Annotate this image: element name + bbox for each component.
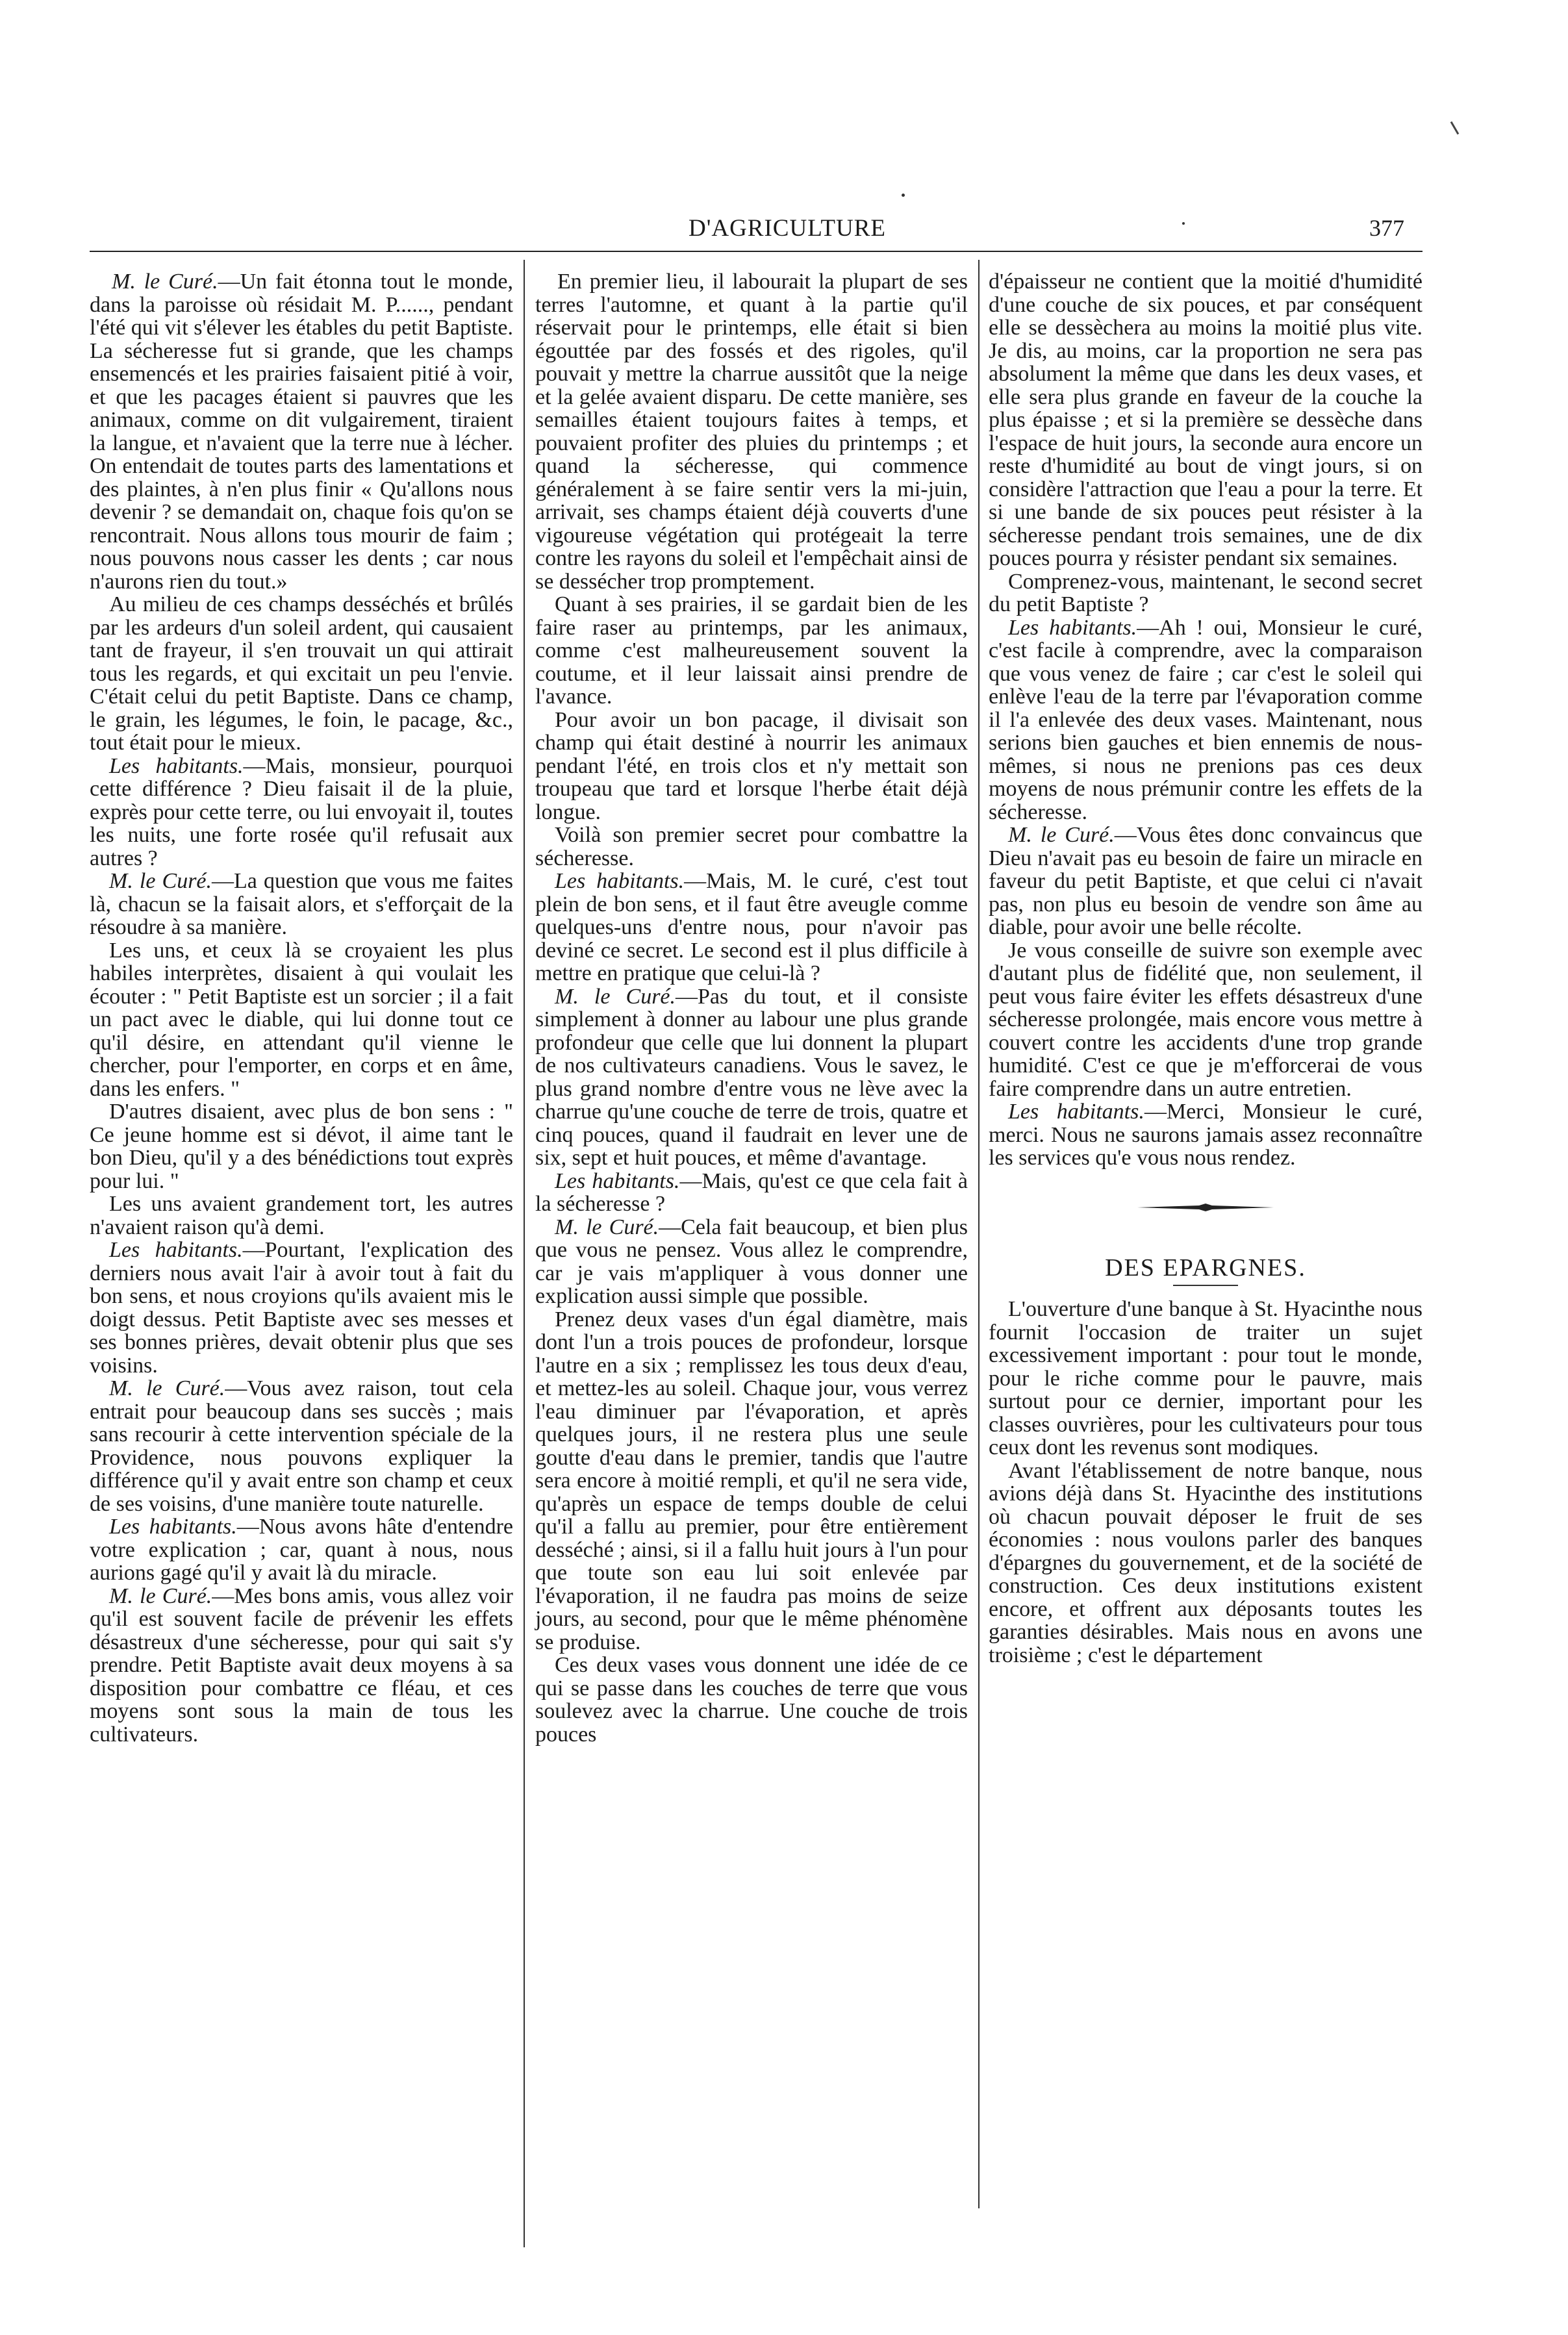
- section-ornament: [1137, 1204, 1274, 1211]
- paragraph: [989, 570, 1423, 616]
- speaker-label: M. le Curé.: [109, 869, 212, 893]
- paragraph: [90, 755, 513, 870]
- speaker-label: M. le Curé.: [109, 1376, 225, 1400]
- speaker-label: M. le Curé.: [555, 984, 676, 1009]
- paragraph-text: —La question que vous me faites là, chacun se la faisait alors, et s'efforçait de la résoudre à sa manière.: [90, 869, 514, 939]
- paragraph-text: Les uns, et ceux là se croyaient les plus habiles interprètes, disaient à qui voulait les écouter : " Petit Baptiste est un sorcier ; il a fait un pact avec le diable, qui lui donne tout ce qu'il désire, en attendant qu'il vienne le chercher, pour l'emporter, en corps et en âme, dans les enfers. ": [90, 938, 513, 1101]
- speaker-label: Les habitants.: [109, 753, 244, 778]
- paragraph-text: —Mes bons amis, vous allez voir qu'il est souvent facile de prévenir les effets désastreux d'une sécheresse, pour qui sait s'y prendre. Petit Baptiste avait deux moyens à sa disposition pour combattre ce fléau, et ces moyens sont sous la main de tous les cultivateurs.: [90, 1584, 513, 1747]
- column-1: [90, 270, 513, 1746]
- paragraph: [90, 1585, 513, 1747]
- print-mark: [1450, 121, 1460, 135]
- paragraph-text: Pour avoir un bon pacage, il divisait son champ qui était destiné à nourrir les animaux pendant l'été, en trois clos et n'y mettait son troupeau que tard et lorsque l'herbe était déjà longue.: [535, 707, 968, 824]
- paragraph: [989, 824, 1423, 939]
- paragraph-text: Comprenez-vous, maintenant, le second secret du petit Baptiste ?: [989, 569, 1423, 616]
- paragraph: [535, 1308, 968, 1654]
- paragraph-text: d'épaisseur ne contient que la moitié d'humidité d'une couche de six pouces, et par conséquent elle se dessèchera au moins la moitié plus vite. Je dis, au moins, car la proportion ne sera pas absolument la même que dans les deux vases, et elle sera plus grande en faveur de la couche la plus épaisse ; et si la première se dessèche dans l'espace de huit jours, la seconde aura encore un reste d'humidité au bout de vingt jours, si on considère l'attraction que l'eau a pour la terre. Et si une bande de six pouces peut résister à la sécheresse pendant trois semaines, une de dix pouces pourra y résister pendant six semaines.: [989, 270, 1423, 570]
- paragraph-text: —Mais, qu'est ce que cela fait à la sécheresse ?: [535, 1168, 968, 1216]
- speaker-label: Les habitants.: [555, 869, 685, 893]
- speaker-label: Les habitants.: [1008, 615, 1137, 640]
- column-divider: [524, 260, 525, 2247]
- paragraph-text: Au milieu de ces champs desséchés et brûlés par les ardeurs d'un soleil ardent, qui causaient tant de frayeur, il s'en trouvait un qui attirait tous les regards, et qui excitait un peu l'envie. C'était celui du petit Baptiste. Dans ce champ, le grain, les légumes, le foin, le pacage, &c., tout était pour le mieux.: [90, 592, 513, 755]
- paragraph-text: D'autres disaient, avec plus de bon sens : " Ce jeune homme est si dévot, il aime tant le bon Dieu, qu'il y a des bénédictions tout exprès pour lui. ": [90, 1100, 513, 1193]
- paragraph-text: Voilà son premier secret pour combattre la sécheresse.: [535, 823, 968, 870]
- column-3: [989, 270, 1423, 1667]
- paragraph-text: —Vous avez raison, tout cela entrait pour beaucoup dans ses succès ; mais sans recourir à cette intervention spéciale de la Providence, nous pouvons expliquer la différence qu'il y avait entre son champ et ceux de ses voisins, d'une manière toute naturelle.: [90, 1376, 513, 1516]
- section-title: DES EPARGNES.: [1105, 1254, 1306, 1281]
- paragraph: [90, 1239, 513, 1377]
- paragraph-text: Prenez deux vases d'un égal diamètre, mais dont l'un a trois pouces de profondeur, lorsque l'autre en a six ; remplissez les tous deux d'eau, et mettez-les au soleil. Chaque jour, vous verrez l'eau diminuer par l'évaporation, et après quelques jours, il ne restera plus une seule goutte d'eau dans le premier, tandis que l'autre sera encore à moitié rempli, et qu'il ne sera vide, qu'après un espace de temps double de celui qu'il a fallu au premier, pour être entièrement desséché ; ainsi, si il a fallu huit jours à l'un pour que toute son eau lui soit enlevée par l'évaporation, il ne faudra pas moins de seize jours, au second, pour que le même phénomène se produise.: [535, 1307, 968, 1654]
- paragraph-text: —Vous êtes donc convaincus que Dieu n'avait pas eu besoin de faire un miracle en faveur du petit Baptiste, et que celui ci n'avait pas, non plus eu besoin de vendre son âme au diable, pour avoir une belle récolte.: [989, 823, 1423, 939]
- paragraph: [90, 1193, 513, 1239]
- paragraph: [535, 824, 968, 870]
- paragraph-text: —Pourtant, l'explication des derniers nous avait l'air à avoir tout à fait du bon sens, et nous croyions qu'ils avaient mis le doigt dessus. Petit Baptiste avec ses messes et ses bonnes prières, devait obtenir plus que ses voisins.: [90, 1238, 513, 1378]
- paragraph-text: —Mais, M. le curé, c'est tout plein de bon sens, et il faut être aveugle comme quelques-uns d'entre nous, pour n'avoir pas deviné ce secret. Le second est il plus difficile à mettre en pratique que celui-là ?: [535, 869, 968, 985]
- print-dot: [902, 194, 905, 197]
- paragraph: [90, 1100, 513, 1193]
- paragraph-text: Quant à ses prairies, il se gardait bien de les faire raser au printemps, par les animaux, comme c'est malheureusement souvent la coutume, et il leur laissait ainsi prendre de l'avance.: [535, 592, 968, 709]
- print-dot: [1182, 222, 1185, 225]
- paragraph-text: Ces deux vases vous donnent une idée de ce qui se passe dans les couches de terre que vous soulevez avec la charrue. Une couche de trois pouces: [535, 1653, 968, 1747]
- paragraph: [535, 593, 968, 709]
- section-paragraph: Avant l'établissement de notre banque, nous avions déjà dans St. Hyacinthe des institutions où chacun pouvait déposer le fruit de ses économies : nous voulons parler des banques d'épargnes du gouvernement, et de la société de construction. Ces deux institutions existent encore, et offrent aux déposants toutes les garanties désirables. Mais nous en avons une troisième ; c'est le département: [989, 1458, 1423, 1667]
- paragraph: [535, 1170, 968, 1216]
- section-rule: [1173, 1285, 1238, 1286]
- paragraph: [535, 1654, 968, 1746]
- paragraph: [90, 593, 513, 755]
- paragraph: [90, 1515, 513, 1585]
- paragraph: [989, 939, 1423, 1101]
- speaker-label: M. le Curé.: [555, 1215, 659, 1239]
- speaker-label: Les habitants.: [555, 1168, 680, 1193]
- column-2: [535, 270, 968, 1746]
- paragraph-text: —Cela fait beaucoup, et bien plus que vous ne pensez. Vous allez le comprendre, car je vais m'appliquer à vous donner une explication aussi simple que possible.: [535, 1215, 968, 1308]
- header-rule: [90, 251, 1423, 252]
- paragraph-text: —Un fait étonna tout le monde, dans la paroisse où résidait M. P......, pendant l'été qui vit s'élever les étables du petit Baptiste. La sécheresse fut si grande, que les champs ensemencés et les prairies faisaient pitié à voir, et que les pacages étaient si pauvres que les animaux, comme on dit vulgairement, tiraient la langue, et n'avaient que la terre nue à lécher. On entendait de toutes parts des lamentations et des plaintes, à n'en plus finir « Qu'allons nous devenir ? se demandait on, chaque fois qu'on se rencontrait. Nous allons tous mourir de faim ; nous pouvons nous casser les dents ; car nous n'aurons rien du tout.»: [90, 270, 513, 594]
- paragraph: [989, 616, 1423, 824]
- paragraph: [90, 270, 513, 593]
- paragraph-text: Je vous conseille de suivre son exemple avec d'autant plus de fidélité que, non seulement, il peut vous faire éviter les effets désastreux d'une sécheresse prolongée, mais encore vous mettre à couvert contre les accidents d'une trop grande humidité. C'est ce que je m'efforcerai de vous faire comprendre dans un autre entretien.: [989, 938, 1423, 1101]
- paragraph-text: En premier lieu, il labourait la plupart de ses terres l'automne, et quant à la partie qu'il réservait pour le printemps, elle était si bien égouttée par des fossés et des rigoles, qu'il pouvait y mettre la charrue aussitôt que la neige et la gelée avaient disparu. De cette manière, ses semailles étaient toujours faites à temps, et pouvaient profiter des pluies du printemps ; et quand la sécheresse, qui commence généralement à se faire sentir vers la mi-juin, arrivait, ses champs étaient déjà couverts d'une vigoureuse végétation qui protégeait la terre contre les rayons du soleil et l'empêchait ainsi de se dessécher trop promptement.: [535, 270, 968, 594]
- section-paragraph: L'ouverture d'une banque à St. Hyacinthe nous fournit l'occasion de traiter un sujet excessivement important : pour tout le monde, pour le riche comme pour le pauvre, mais surtout pour ce dernier, important pour les classes ouvrières, pour les cultivateurs pour tous ceux dont les revenus sont modiques.: [989, 1297, 1423, 1459]
- speaker-label: Les habitants.: [1008, 1100, 1144, 1124]
- paragraph: [90, 1377, 513, 1515]
- speaker-label: M. le Curé.: [109, 1584, 212, 1608]
- paragraph: [535, 270, 968, 593]
- paragraph-text: —Ah ! oui, Monsieur le curé, c'est facile à comprendre, avec la comparaison que vous venez de faire ; car c'est le soleil qui enlève l'eau de la terre par l'évaporation comme il l'a enlevée des deux vases. Maintenant, nous serions bien gauches et bien ennemis de nous-mêmes, si nous ne prenions pas ces deux moyens de nous prémunir contre les effets de la sécheresse.: [989, 615, 1423, 824]
- paragraph: [535, 1216, 968, 1308]
- paragraph-text: —Pas du tout, et il consiste simplement à donner au labour une plus grande profondeur que celle que lui donnent la plupart de nos cultivateurs canadiens. Vous le savez, le plus grand nombre d'entre vous ne lève avec la charrue qu'une couche de terre de trois, quatre et cinq pouces, quand il faudrait en lever une de six, sept et huit pouces, et même d'avantage.: [535, 984, 968, 1170]
- paragraph-text: Les uns avaient grandement tort, les autres n'avaient raison qu'à demi.: [90, 1192, 513, 1239]
- speaker-label: M. le Curé.: [112, 270, 218, 294]
- paragraph: [989, 270, 1423, 570]
- paragraph: [535, 870, 968, 985]
- column-divider: [978, 260, 980, 2208]
- running-title: D'AGRICULTURE: [688, 215, 887, 242]
- paragraph: [90, 939, 513, 1101]
- paragraph: [989, 1100, 1423, 1170]
- paragraph-text: —Merci, Monsieur le curé, merci. Nous ne saurons jamais assez reconnaître les services qu'e vous nous rendez.: [989, 1100, 1423, 1170]
- paragraph: [535, 985, 968, 1170]
- speaker-label: Les habitants.: [109, 1515, 237, 1539]
- paragraph-text: —Nous avons hâte d'entendre votre explication ; car, quant à nous, nous aurions gagé qu'il y avait là du miracle.: [90, 1515, 513, 1585]
- paragraph: [535, 709, 968, 824]
- speaker-label: M. le Curé.: [1008, 823, 1115, 847]
- paragraph: [90, 870, 513, 939]
- speaker-label: Les habitants.: [109, 1238, 243, 1262]
- paragraph-text: —Mais, monsieur, pourquoi cette différence ? Dieu faisait il de la pluie, exprès pour cette terre, ou lui envoyait il, toutes les nuits, une forte rosée qu'il refusait aux autres ?: [90, 753, 513, 870]
- page-number: 377: [1369, 215, 1404, 241]
